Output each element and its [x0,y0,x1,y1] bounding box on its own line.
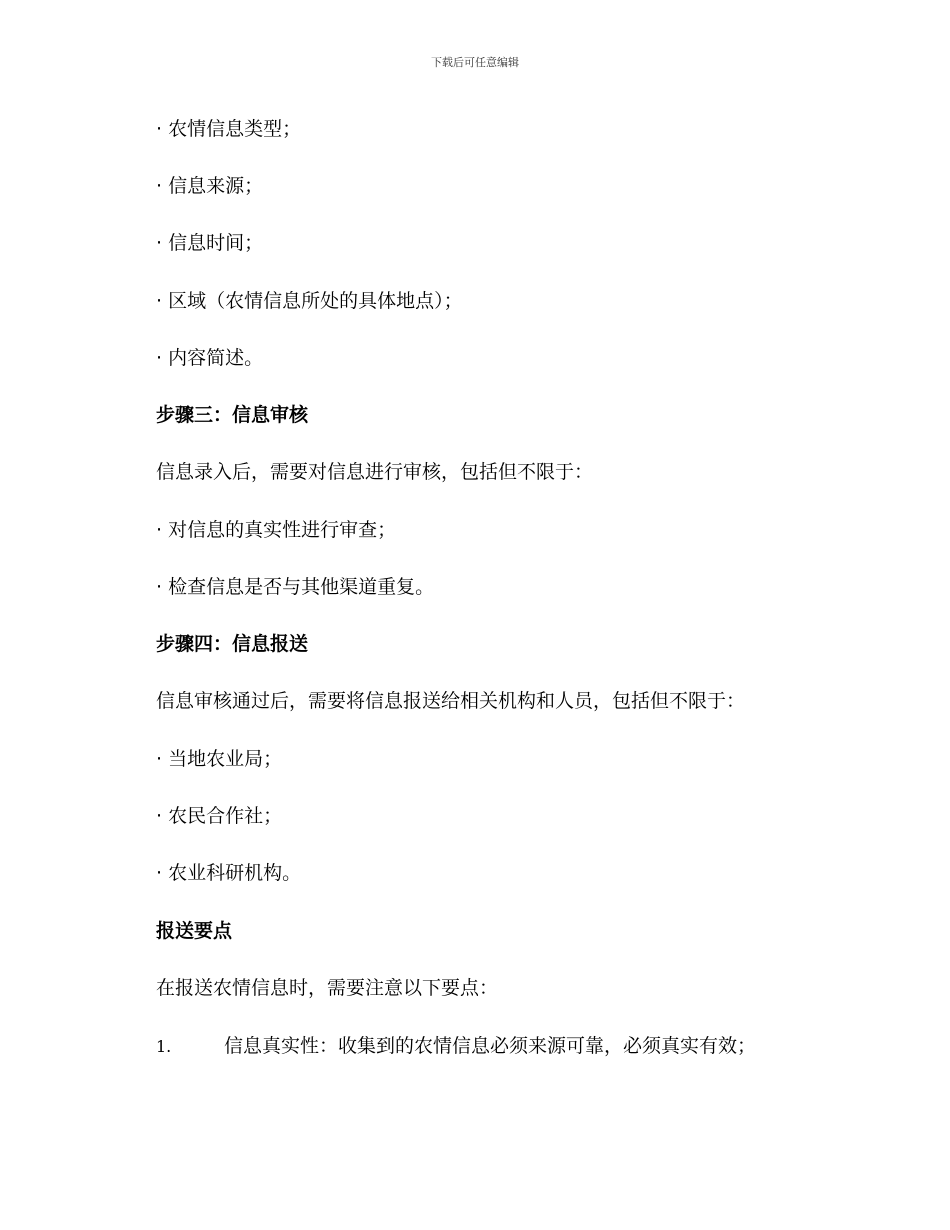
list-item: · 对信息的真实性进行审查； [156,519,397,541]
paragraph: 信息审核通过后，需要将信息报送给相关机构和人员，包括但不限于： [156,690,746,712]
list-item: · 信息时间； [156,232,264,254]
list-item: · 农业科研机构。 [156,862,302,884]
section-heading-step3: 步骤三：信息审核 [156,404,309,426]
list-item: · 区域（农情信息所处的具体地点）； [156,290,463,312]
list-item: · 内容简述。 [156,347,264,369]
paragraph: 信息录入后，需要对信息进行审核，包括但不限于： [156,461,594,483]
numbered-item [156,1033,756,1060]
list-item: · 农民合作社； [156,805,283,827]
list-item: · 信息来源； [156,175,264,197]
list-item: · 检查信息是否与其他渠道重复。 [156,576,435,598]
list-item: · 当地农业局； [156,748,283,770]
page-header: 下载后可任意编辑 [431,56,519,69]
list-item: · 农情信息类型； [156,118,302,140]
section-heading-step4: 步骤四：信息报送 [156,633,309,655]
list-number: 1. [156,1037,172,1056]
paragraph: 在报送农情信息时，需要注意以下要点： [156,977,499,999]
numbered-item-text: 信息真实性：收集到的农情信息必须来源可靠，必须真实有效； [224,1035,757,1057]
section-heading-points: 报送要点 [156,920,233,942]
